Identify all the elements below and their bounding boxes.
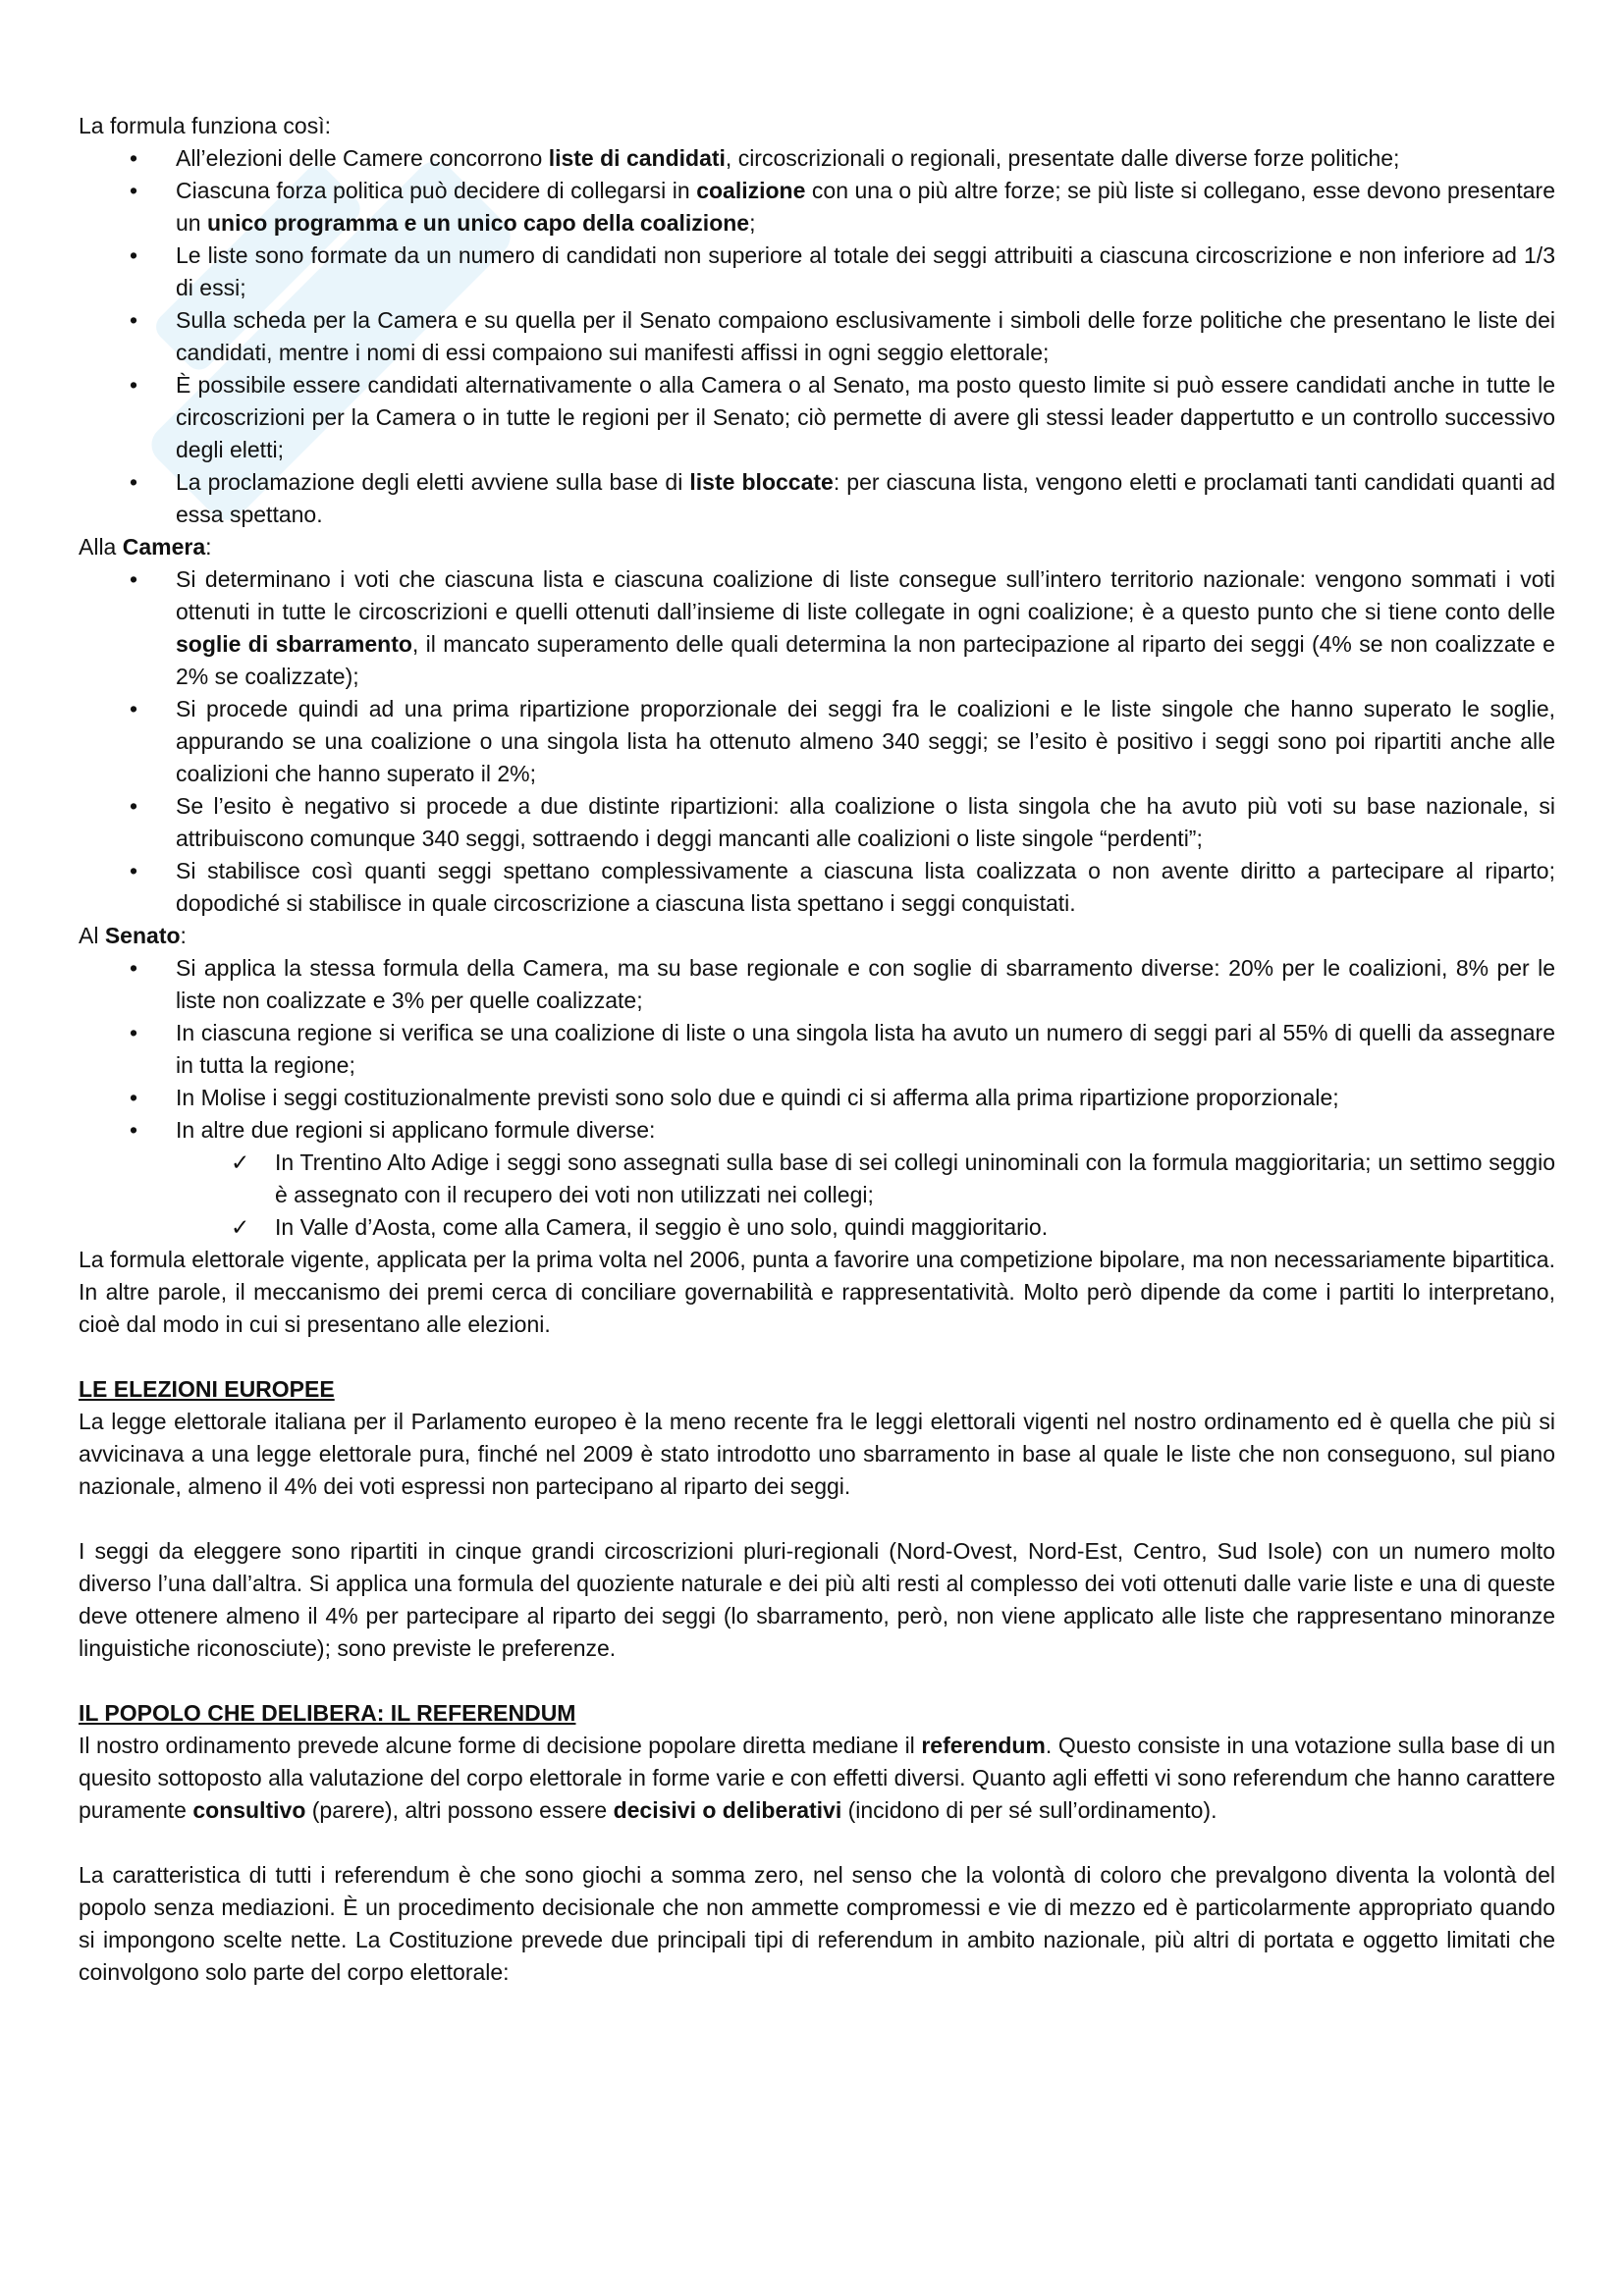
paragraph-europee-2: I seggi da eleggere sono ripartiti in cinque grandi circoscrizioni pluri-regionali (Nord-Ovest, Nord-Est, Centro, Sud Isole) con un numero molto diverso l’una dall’altra. Si applica una formula del quoziente naturale e dei più alti resti al complesso dei voti ottenuti dalle varie liste e una di queste deve ottenere almeno il 4% per partecipare al riparto dei seggi (lo sbarramento, però, non viene applicato alle liste che rappresentano minoranze linguistiche riconosciute); sono previste le preferenze. — [79, 1538, 1555, 1661]
senato-label: Al Senato: — [79, 923, 187, 948]
list-item: • Se l’esito è negativo si procede a due distinte ripartizioni: alla coalizione o lista singola che ha avuto più voti su base nazionale, si attribuiscono comunque 340 seggi, sottraendo i deggi mancanti alle coalizioni o liste singole “perdenti”; — [79, 790, 1555, 855]
heading-referendum: IL POPOLO CHE DELIBERA: IL REFERENDUM — [79, 1700, 576, 1726]
list-item: • Si applica la stessa formula della Camera, ma su base regionale e con soglie di sbarramento diverse: 20% per le coalizioni, 8% per le liste non coalizzate e 3% per quelle coalizzate; — [79, 952, 1555, 1017]
list-item: • Si stabilisce così quanti seggi spettano complessivamente a ciascuna lista coalizzata o non avente diritto a partecipare al riparto; dopodiché si stabilisce in quale circoscrizione a ciascuna lista spettano i seggi conquistati. — [79, 855, 1555, 920]
list-item: • È possibile essere candidati alternativamente o alla Camera o al Senato, ma posto questo limite si può essere candidati anche in tutte le circoscrizioni per la Camera o in tutte le regioni per il Senato; ciò permette di avere gli stessi leader dappertutto e un controllo successivo degli eletti; — [79, 369, 1555, 466]
camera-list — [79, 563, 1555, 920]
document-page — [79, 110, 1555, 1989]
checklist-item: ✓ In Trentino Alto Adige i seggi sono assegnati sulla base di sei collegi uninominali con la formula maggioritaria; un settimo seggio è assegnato con il recupero dei voti non utilizzati nei collegi; — [79, 1147, 1555, 1211]
formula-list — [79, 142, 1555, 531]
intro-line: La formula funziona così: — [79, 113, 331, 138]
list-item: • La proclamazione degli eletti avviene sulla base di liste bloccate: per ciascuna lista, vengono eletti e proclamati tanti candidati quanti ad essa spettano. — [79, 466, 1555, 531]
list-item: • In altre due regioni si applicano formule diverse: — [79, 1114, 1555, 1147]
list-item: • Si determinano i voti che ciascuna lista e ciascuna coalizione di liste consegue sull’intero territorio nazionale: vengono sommati i voti ottenuti in tutte le circoscrizioni e quelli ottenuti dall’insieme di liste collegate in ogni coalizione; è a questo punto che si tiene conto delle soglie di sbarramento, il mancato superamento delle quali determina la non partecipazione al riparto dei seggi (4% se non coalizzate e 2% se coalizzate); — [79, 563, 1555, 693]
list-item: • In Molise i seggi costituzionalmente previsti sono solo due e quindi ci si afferma alla prima ripartizione proporzionale; — [79, 1082, 1555, 1114]
paragraph-referendum-1: Il nostro ordinamento prevede alcune forme di decisione popolare diretta mediane il referendum. Questo consiste in una votazione sulla base di un quesito sottoposto alla valutazione del corpo elettorale in forme varie e con effetti diversi. Quanto agli effetti vi sono referendum che hanno carattere puramente consultivo (parere), altri possono essere decisivi o deliberativi (incidono di per sé sull’ordinamento). — [79, 1733, 1556, 1823]
list-item: • Si procede quindi ad una prima ripartizione proporzionale dei seggi fra le coalizioni e le liste singole che hanno superato le soglie, appurando se una coalizione o una singola lista ha ottenuto almeno 340 seggi; se l’esito è positivo i seggi sono poi ripartiti anche alle coalizioni che hanno superato il 2%; — [79, 693, 1555, 790]
camera-label: Alla Camera: — [79, 534, 212, 560]
paragraph-referendum-2: La caratteristica di tutti i referendum è che sono giochi a somma zero, nel senso che la volontà di coloro che prevalgono diventa la volontà del popolo senza mediazioni. È un procedimento decisionale che non ammette compromessi e vie di mezzo ed è particolarmente appropriato quando si impongono scelte nette. La Costituzione prevede due principali tipi di referendum in ambito nazionale, più altri di portata e oggetto limitati che coinvolgono solo parte del corpo elettorale: — [79, 1862, 1555, 1985]
list-item: • Sulla scheda per la Camera e su quella per il Senato compaiono esclusivamente i simboli delle forze politiche che presentano le liste dei candidati, mentre i nomi di essi compaiono sui manifesti affissi in ogni seggio elettorale; — [79, 304, 1555, 369]
heading-europee: LE ELEZIONI EUROPEE — [79, 1376, 335, 1402]
list-item: • Ciascuna forza politica può decidere di collegarsi in coalizione con una o più altre forze; se più liste si collegano, esse devono presentare un unico programma e un unico capo della coalizione; — [79, 175, 1555, 240]
list-item: • All’elezioni delle Camere concorrono liste di candidati, circoscrizionali o regionali, presentate dalle diverse forze politiche; — [79, 142, 1555, 175]
senato-list — [79, 952, 1555, 1244]
paragraph-europee-1: La legge elettorale italiana per il Parlamento europeo è la meno recente fra le leggi elettorali vigenti nel nostro ordinamento ed è quella che più si avvicinava a una legge elettorale pura, finché nel 2009 è stato introdotto uno sbarramento in base al quale le liste che non conseguono, sul piano nazionale, almeno il 4% dei voti espressi non partecipano al riparto dei seggi. — [79, 1409, 1555, 1499]
paragraph-formula: La formula elettorale vigente, applicata per la prima volta nel 2006, punta a favorire una competizione bipolare, ma non necessariamente bipartitica. In altre parole, il meccanismo dei premi cerca di conciliare governabilità e rappresentatività. Molto però dipende da come i partiti lo interpretano, cioè dal modo in cui si presentano alle elezioni. — [79, 1247, 1555, 1337]
list-item: • In ciascuna regione si verifica se una coalizione di liste o una singola lista ha avuto un numero di seggi pari al 55% di quelli da assegnare in tutta la regione; — [79, 1017, 1555, 1082]
list-item: • Le liste sono formate da un numero di candidati non superiore al totale dei seggi attribuiti a ciascuna circoscrizione e non inferiore ad 1/3 di essi; — [79, 240, 1555, 304]
checklist-item: ✓ In Valle d’Aosta, come alla Camera, il seggio è uno solo, quindi maggioritario. — [79, 1211, 1555, 1244]
